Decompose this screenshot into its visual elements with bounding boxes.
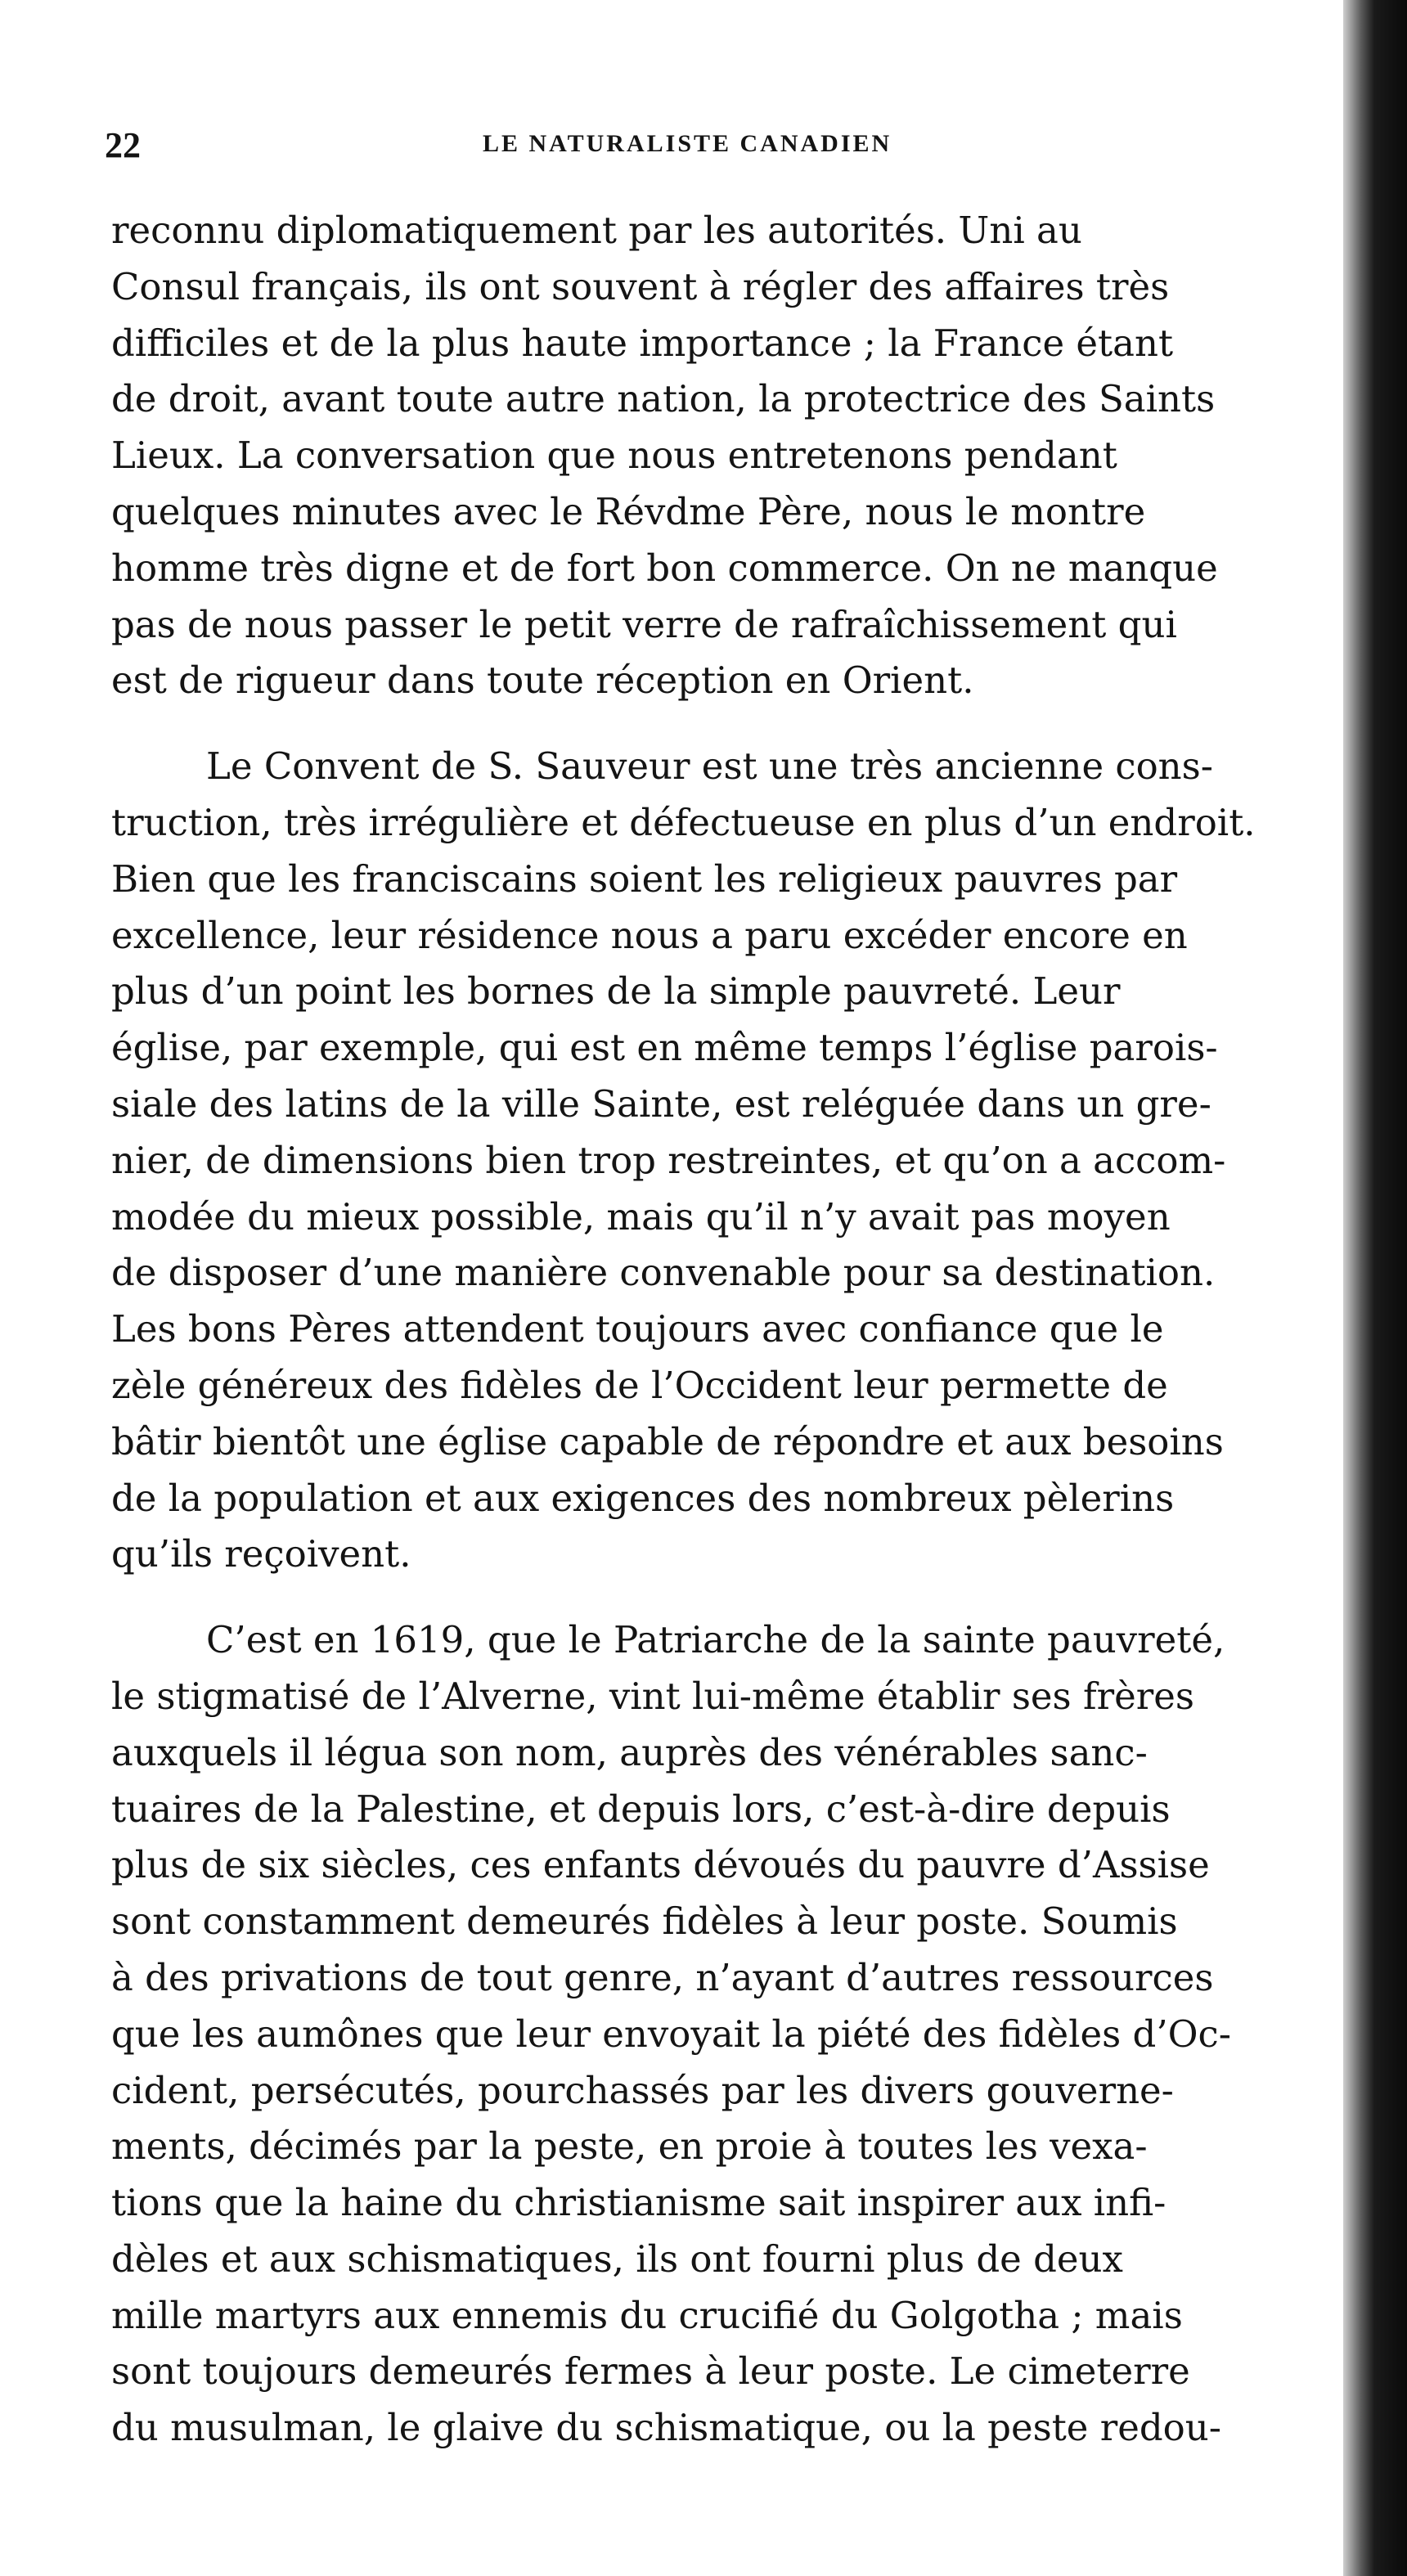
text-line: sont constamment demeurés fidèles à leur poste. Soumis bbox=[111, 1899, 1178, 1944]
text-line: pas de nous passer le petit verre de rafraîchissement qui bbox=[111, 602, 1177, 646]
text-line: truction, très irrégulière et défectueuse en plus d’un endroit. bbox=[111, 800, 1256, 844]
text-line: dèles et aux schismatiques, ils ont fourni plus de deux bbox=[111, 2237, 1123, 2281]
text-line: qu’ils reçoivent. bbox=[111, 1532, 411, 1576]
text-line: du musulman, le glaive du schismatique, ou la peste redou- bbox=[111, 2406, 1221, 2450]
text-line: ments, décimés par la peste, en proie à toutes les vexa- bbox=[111, 2124, 1148, 2169]
page-number: 22 bbox=[105, 125, 141, 165]
text-line: est de rigueur dans toute réception en Orient. bbox=[111, 659, 974, 703]
text-line: modée du mieux possible, mais qu’il n’y avait pas moyen bbox=[111, 1194, 1171, 1239]
text-line: Bien que les franciscains soient les religieux pauvres par bbox=[111, 856, 1178, 901]
text-line: plus d’un point les bornes de la simple pauvreté. Leur bbox=[111, 969, 1121, 1014]
text-line: de disposer d’une manière convenable pour sa destination. bbox=[111, 1251, 1216, 1295]
text-line: tions que la haine du christianisme sait inspirer aux infi- bbox=[111, 2181, 1167, 2225]
paragraph-3 bbox=[111, 1612, 1338, 2457]
text-line: cident, persécutés, pourchassés par les divers gouverne- bbox=[111, 2068, 1174, 2112]
text-line: zèle généreux des fidèles de l’Occident leur permette de bbox=[111, 1363, 1168, 1407]
page-header bbox=[105, 121, 996, 170]
text-line: à des privations de tout genre, n’ayant d’autres ressources bbox=[111, 1955, 1214, 1999]
text-line: nier, de dimensions bien trop restreintes, et qu’on a accom- bbox=[111, 1138, 1226, 1182]
text-line: le stigmatisé de l’Alverne, vint lui-même établir ses frères bbox=[111, 1674, 1194, 1718]
text-line: bâtir bientôt une église capable de répondre et aux besoins bbox=[111, 1419, 1224, 1463]
text-line: église, par exemple, qui est en même temps l’église parois- bbox=[111, 1026, 1218, 1070]
text-line: Les bons Pères attendent toujours avec confiance que le bbox=[111, 1307, 1164, 1351]
paragraph-spacer bbox=[111, 709, 1338, 739]
text-line: de droit, avant toute autre nation, la protectrice des Saints bbox=[111, 377, 1216, 421]
text-line: de la population et aux exigences des nombreux pèlerins bbox=[111, 1476, 1175, 1520]
paragraph-1 bbox=[111, 203, 1338, 709]
text-line: excellence, leur résidence nous a paru excéder encore en bbox=[111, 913, 1188, 957]
text-line: quelques minutes avec le Révdme Père, nous le montre bbox=[111, 489, 1146, 533]
paragraph-2 bbox=[111, 739, 1338, 1583]
paragraph-spacer bbox=[111, 1583, 1338, 1612]
body-text bbox=[111, 203, 1338, 2502]
text-line: Le Convent de S. Sauveur est une très ancienne cons- bbox=[206, 744, 1213, 789]
running-title: LE NATURALISTE CANADIEN bbox=[483, 130, 892, 157]
text-line: siale des latins de la ville Sainte, est reléguée dans un gre- bbox=[111, 1081, 1211, 1126]
text-line: Consul français, ils ont souvent à régler des affaires très bbox=[111, 264, 1170, 308]
text-line: difficiles et de la plus haute importance ; la France étant bbox=[111, 321, 1174, 365]
text-line: tuaires de la Palestine, et depuis lors, c’est-à-dire depuis bbox=[111, 1787, 1171, 1831]
text-line: que les aumônes que leur envoyait la piété des fidèles d’Oc- bbox=[111, 2012, 1231, 2056]
text-line: homme très digne et de fort bon commerce. On ne manque bbox=[111, 546, 1218, 590]
text-line: C’est en 1619, que le Patriarche de la sainte pauvreté, bbox=[206, 1618, 1225, 1662]
text-line: mille martyrs aux ennemis du crucifié du Golgotha ; mais bbox=[111, 2293, 1183, 2337]
page-binding-edge bbox=[1343, 0, 1407, 2576]
text-line: reconnu diplomatiquement par les autorités. Uni au bbox=[111, 209, 1082, 252]
text-line: auxquels il légua son nom, auprès des vénérables sanc- bbox=[111, 1730, 1148, 1774]
text-line: sont toujours demeurés fermes à leur poste. Le cimeterre bbox=[111, 2349, 1190, 2394]
text-line: plus de six siècles, ces enfants dévoués du pauvre d’Assise bbox=[111, 1843, 1210, 1887]
text-line: Lieux. La conversation que nous entretenons pendant bbox=[111, 434, 1117, 478]
